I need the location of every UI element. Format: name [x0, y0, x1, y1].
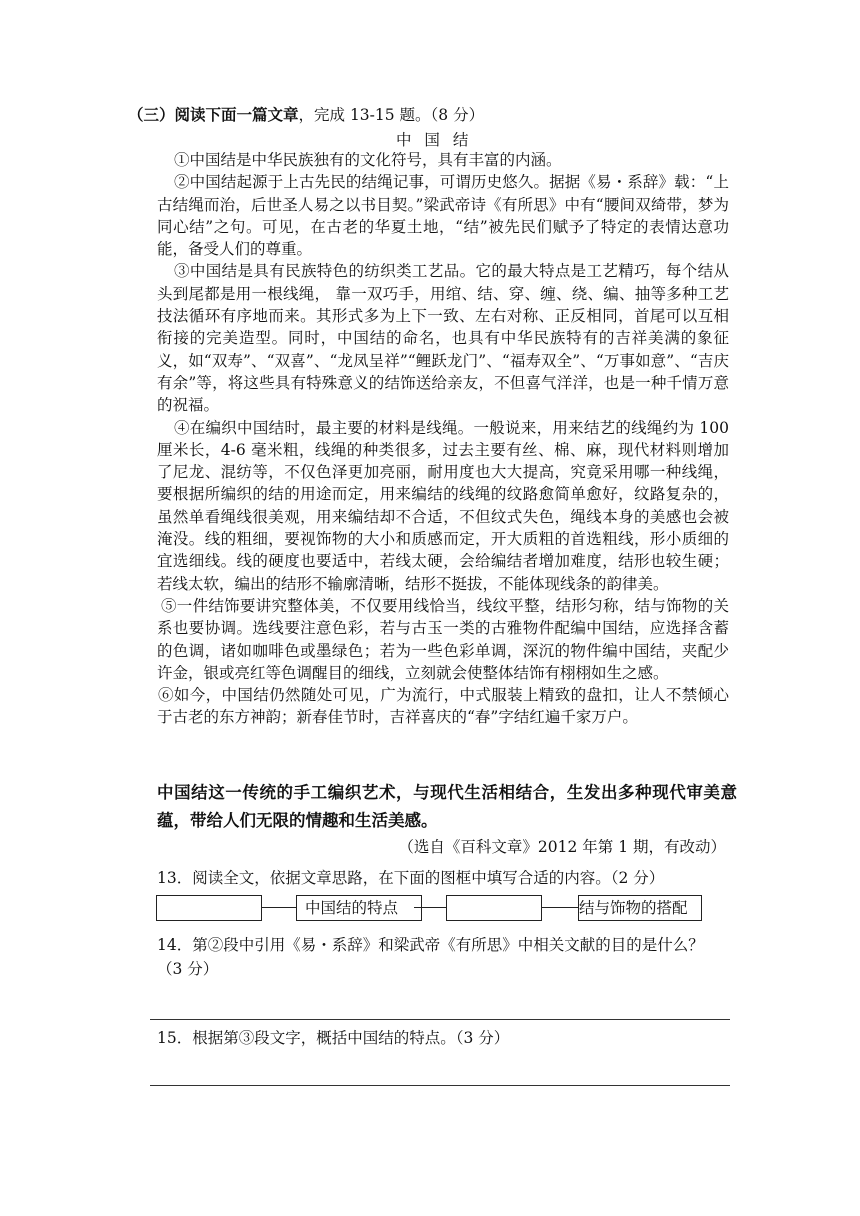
bold-paragraph: 中国结这一传统的手工编织艺术，与现代生活相结合，生发出多种现代审美意蕴，带给人们无限的情趣和生活美感。 [157, 783, 737, 830]
flow-connector [542, 907, 578, 908]
paragraph-5: ⑤一件结饰要讲究整体美，不仅要用线恰当，线纹平整，结形匀称，结与饰物的关系也要协调。选线要注意色彩，若与古玉一类的古雅物件配编中国结，应选择含蓄的色调，诸如咖啡色或墨绿色；若为一些色彩单调，深沉的物件编中国结，夹配少许金，银或亮红等色调醒目的细线，立刻就会使整体结饰有栩栩如生之感。 [157, 596, 729, 682]
question-13: 13．阅读全文，依据文章思路，在下面的图框中填写合适的内容。（2 分） [157, 869, 665, 887]
flow-connector [262, 907, 296, 908]
flow-box-decoration: 结与饰物的搭配 [578, 895, 702, 921]
section-title-rest: ，完成 13-15 题。（8 分） [298, 106, 485, 124]
paragraph-1: ①中国结是中华民族独有的文化符号，具有丰富的内涵。 [174, 151, 562, 169]
paragraph-6: ⑥如今，中国结仍然随处可见，广为流行，中式服装上精致的盘扣，让人不禁倾心于古老的东方神韵；新春佳节时，吉祥喜庆的“春”字结红遍千家万户。 [157, 686, 729, 727]
flow-box-blank-1[interactable] [156, 895, 262, 921]
paragraph-2: ②中国结起源于上古先民的结绳记事，可谓历史悠久。据据《易・系辞》载：“上古结绳而治，后世圣人易之以书目契。”梁武帝诗《有所思》中有“腰间双绮带，梦为同心结”之句。可见，在古老的华夏土地，“结”被先民们赋予了特定的表情达意功能，备受人们的尊重。 [157, 173, 729, 259]
flow-box-blank-2[interactable] [446, 895, 542, 921]
article-body [157, 149, 729, 729]
paragraph-3: ③中国结是具有民族特色的纺织类工艺品。它的最大特点是工艺精巧，每个结从头到尾都是用一根线绳， 靠一双巧手，用绾、结、穿、缠、绕、编、抽等多种工艺技法循环有序地而来。其形式多为上下一致、左右对称、正反相同，首尾可以互相衔接的完美造型。同时，中国结的命名，也具有中华民族特有的吉祥美满的象征义，如“双寿”、“双喜”、“龙凤呈祥”“鲤跃龙门”、“福寿双全”、“万事如意”、“吉庆有余”等，将这些具有特殊意义的结饰送给亲友，不但喜气洋洋，也是一种千情万意的祝福。 [157, 262, 729, 415]
source-citation: （选自《百科文章》2012 年第 1 期，有改动） [398, 838, 726, 856]
flow-box-features: 中国结的特点 [296, 895, 422, 921]
article-title: 中 国 结 [396, 131, 473, 149]
question-14: 14．第②段中引用《易・系辞》和梁武帝《有所思》中相关文献的目的是什么？（3 分） [157, 936, 704, 978]
answer-line-14[interactable] [150, 1019, 730, 1020]
section-title-bold: （三）阅读下面一篇文章 [128, 106, 299, 124]
question-15: 15．根据第③段文字，概括中国结的特点。（3 分） [157, 1029, 510, 1047]
section-title [128, 104, 484, 126]
answer-line-15[interactable] [150, 1085, 730, 1086]
flow-connector [414, 907, 446, 908]
flow-chart [156, 895, 736, 921]
paragraph-4: ④在编织中国结时，最主要的材料是线绳。一般说来，用来结艺的线绳约为 100 厘米长，4-6 毫米粗，线绳的种类很多，过去主要有丝、棉、麻，现代材料则增加了尼龙、混纺等，不仅色泽更加亮丽，耐用度也大大提高，究竟采用哪一种线绳，要根据所编织的结的用途而定，用来编结的线绳的纹路愈简单愈好，纹路复杂的，虽然单看绳线很美观，用来编结却不合适，不但纹式失色，绳线本身的美感也会被淹没。线的粗细，要视饰物的大小和质感而定，开大质粗的首选粗线，形小质细的宜选细线。线的硬度也要适中，若线太硬，会给编结者增加难度，结形也较生硬；若线太软，编出的结形不输廓清晰，结形不挺拔，不能体现线条的韵律美。 [157, 418, 729, 593]
